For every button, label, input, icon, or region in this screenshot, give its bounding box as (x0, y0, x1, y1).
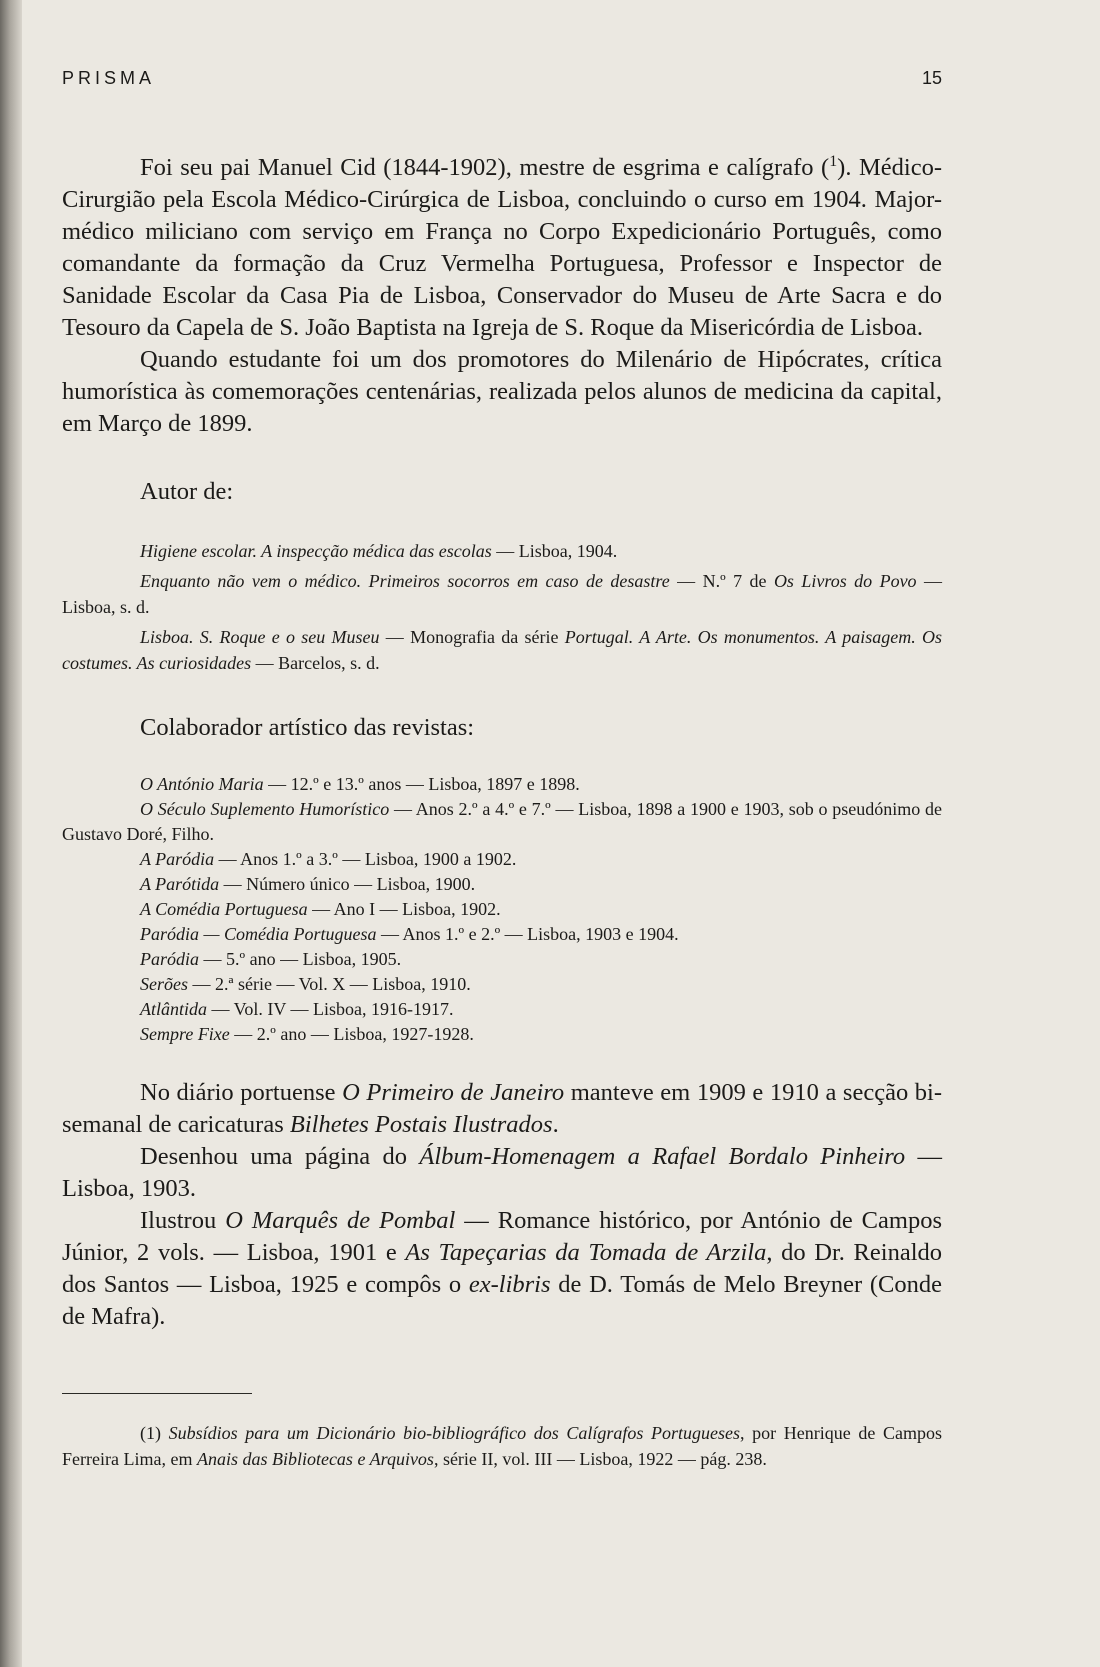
journal-title: Anais das Bibliotecas e Arquivos (196, 1449, 434, 1469)
work-details: — Barcelos, s. d. (251, 653, 380, 673)
magazine-item (62, 772, 942, 797)
running-header (62, 68, 942, 89)
work-item (62, 538, 942, 564)
magazine-details: — 2.ª série — Vol. X — Lisboa, 1910. (188, 974, 471, 994)
magazine-title: O Século Suplemento Humorístico (140, 799, 390, 819)
magazine-title: A Parótida (140, 874, 220, 894)
magazine-details: — Número único — Lisboa, 1900. (219, 874, 476, 894)
magazine-item (62, 872, 942, 897)
magazine-item (62, 972, 942, 997)
running-title: PRISMA (62, 68, 156, 88)
magazine-details: — Anos 1.º a 3.º — Lisboa, 1900 a 1902. (214, 849, 517, 869)
work-details: — Lisboa, s. d. (62, 571, 942, 617)
text-span: — Romance histórico, por António de Campos Júnior, 2 vols. — Lisboa, 1901 e (62, 1207, 942, 1266)
footnote-divider (62, 1393, 252, 1394)
text-span: . (552, 1111, 559, 1138)
series-title: Os Livros do Povo (773, 571, 917, 591)
book-title: O Marquês de Pombal (225, 1207, 456, 1234)
magazine-title: Paródia — Comédia Portuguesa (140, 924, 377, 944)
paragraph-illustrations (62, 1205, 942, 1333)
work-title: Lisboa. S. Roque e o seu Museu (140, 627, 380, 647)
footnote: (1) Subsídios para um Dicionário bio-bibliográfico dos Calígrafos Portugueses, por Henrique de Campos Ferreira Lima, em Anais das Bibliotecas e Arquivos, série II, vol. III — Lisboa, 1922 — pág. 238. (62, 1423, 942, 1469)
magazine-item (62, 1022, 942, 1047)
magazine-item (62, 897, 942, 922)
text-span: , do Dr. Reinaldo dos Santos — Lisboa, 1925 e compôs o (62, 1239, 942, 1298)
newspaper-title: O Primeiro de Janeiro (342, 1079, 565, 1106)
text-span: No diário portuense (140, 1079, 343, 1106)
work-details: — Monografia da série (379, 627, 565, 647)
magazine-details: — 2.º ano — Lisboa, 1927-1928. (229, 1024, 474, 1044)
biography-text (62, 152, 942, 440)
page-content (62, 152, 942, 1490)
album-title: Álbum-Homenagem a Rafael Bordalo Pinheiro (419, 1143, 906, 1170)
text-span: Ilustrou (140, 1207, 226, 1234)
paragraph-student: Quando estudante foi um dos promotores do Milenário de Hipócrates, crítica humorística às comemorações centenárias, realizada pelos alunos de medicina da capital, em Março de 1899. (62, 346, 942, 437)
magazine-title: Atlântida (140, 999, 207, 1019)
section-title: Bilhetes Postais Ilustrados (289, 1111, 553, 1138)
footnote-reference: 1 (829, 152, 838, 170)
work-details: — N.º 7 de (669, 571, 774, 591)
heading-colaborador: Colaborador artístico das revistas: (140, 714, 475, 741)
magazine-item (62, 847, 942, 872)
book-spine-shadow (0, 0, 22, 1667)
footnote-title: Subsídios para um Dicionário bio-bibliográfico dos Calígrafos Portugueses (168, 1423, 741, 1443)
magazine-title: Serões (140, 974, 188, 994)
magazine-details: — 12.º e 13.º anos — Lisboa, 1897 e 1898. (263, 774, 580, 794)
heading-autor: Autor de: (140, 478, 234, 505)
magazine-title: A Comédia Portuguesa (140, 899, 308, 919)
magazine-item (62, 922, 942, 947)
magazine-title: O António Maria (140, 774, 264, 794)
footnote-mark: 1 (146, 1423, 155, 1443)
paragraph-newspaper (62, 1077, 942, 1141)
magazine-details: — 5.º ano — Lisboa, 1905. (199, 949, 402, 969)
paragraph-album (62, 1141, 942, 1205)
magazine-title: A Paródia (140, 849, 215, 869)
closing-text (62, 1077, 942, 1333)
text-span: Desenhou uma página do (140, 1143, 420, 1170)
text-span: de D. Tomás de Melo Breyner (Conde de Mafra). (62, 1271, 942, 1330)
magazine-details: — Anos 2.º a 4.º e 7.º — Lisboa, 1898 a 1900 e 1903, sob o pseudónimo de Gustavo Doré, Filho. (62, 799, 942, 844)
magazine-details: — Vol. IV — Lisboa, 1916-1917. (207, 999, 454, 1019)
book-title: As Tapeçarias da Tomada de Arzila (405, 1239, 767, 1266)
magazine-item (62, 997, 942, 1022)
term-ex-libris: ex-libris (468, 1271, 551, 1298)
text-span: Foi seu pai Manuel Cid (1844-1902), mestre de esgrima e calígrafo ( (140, 154, 830, 181)
work-item (62, 568, 942, 620)
paragraph-biography (62, 152, 942, 344)
work-details: — Lisboa, 1904. (491, 541, 618, 561)
magazine-details: — Ano I — Lisboa, 1902. (307, 899, 501, 919)
text-span: , série II, vol. III — Lisboa, 1922 — pág. 238. (433, 1449, 767, 1469)
magazines-list (62, 772, 942, 1047)
works-list (62, 538, 942, 676)
magazine-item (62, 947, 942, 972)
work-title: Enquanto não vem o médico. Primeiros socorros em caso de desastre (140, 571, 670, 591)
page-number: 15 (921, 68, 942, 88)
magazine-item (62, 797, 942, 847)
text-span: manteve em 1909 e 1910 a secção bi-semanal de caricaturas (62, 1079, 942, 1138)
magazine-title: Paródia (140, 949, 200, 969)
magazine-title: Sempre Fixe (140, 1024, 230, 1044)
text-span: , por Henrique de Campos Ferreira Lima, em (62, 1423, 942, 1469)
work-title: Higiene escolar. A inspecção médica das escolas (140, 541, 492, 561)
magazine-details: — Anos 1.º e 2.º — Lisboa, 1903 e 1904. (376, 924, 679, 944)
work-item (62, 624, 942, 676)
series-title: Portugal. A Arte. Os monumentos. A paisagem. Os costumes. As curiosidades (62, 627, 942, 673)
text-span: — Lisboa, 1903. (62, 1143, 942, 1202)
text-span: ). Médico-Cirurgião pela Escola Médico-Cirúrgica de Lisboa, concluindo o curso em 1904. Major-médico miliciano com serviço em França no Corpo Expedicionário Português, como comandante da formação da Cruz Vermelha Portuguesa, Professor e Inspector de Sanidade Escolar da Casa Pia de Lisboa, Conservador do Museu de Arte Sacra e do Tesouro da Capela de S. João Baptista na Igreja de S. Roque da Misericórdia de Lisboa. (62, 154, 942, 341)
